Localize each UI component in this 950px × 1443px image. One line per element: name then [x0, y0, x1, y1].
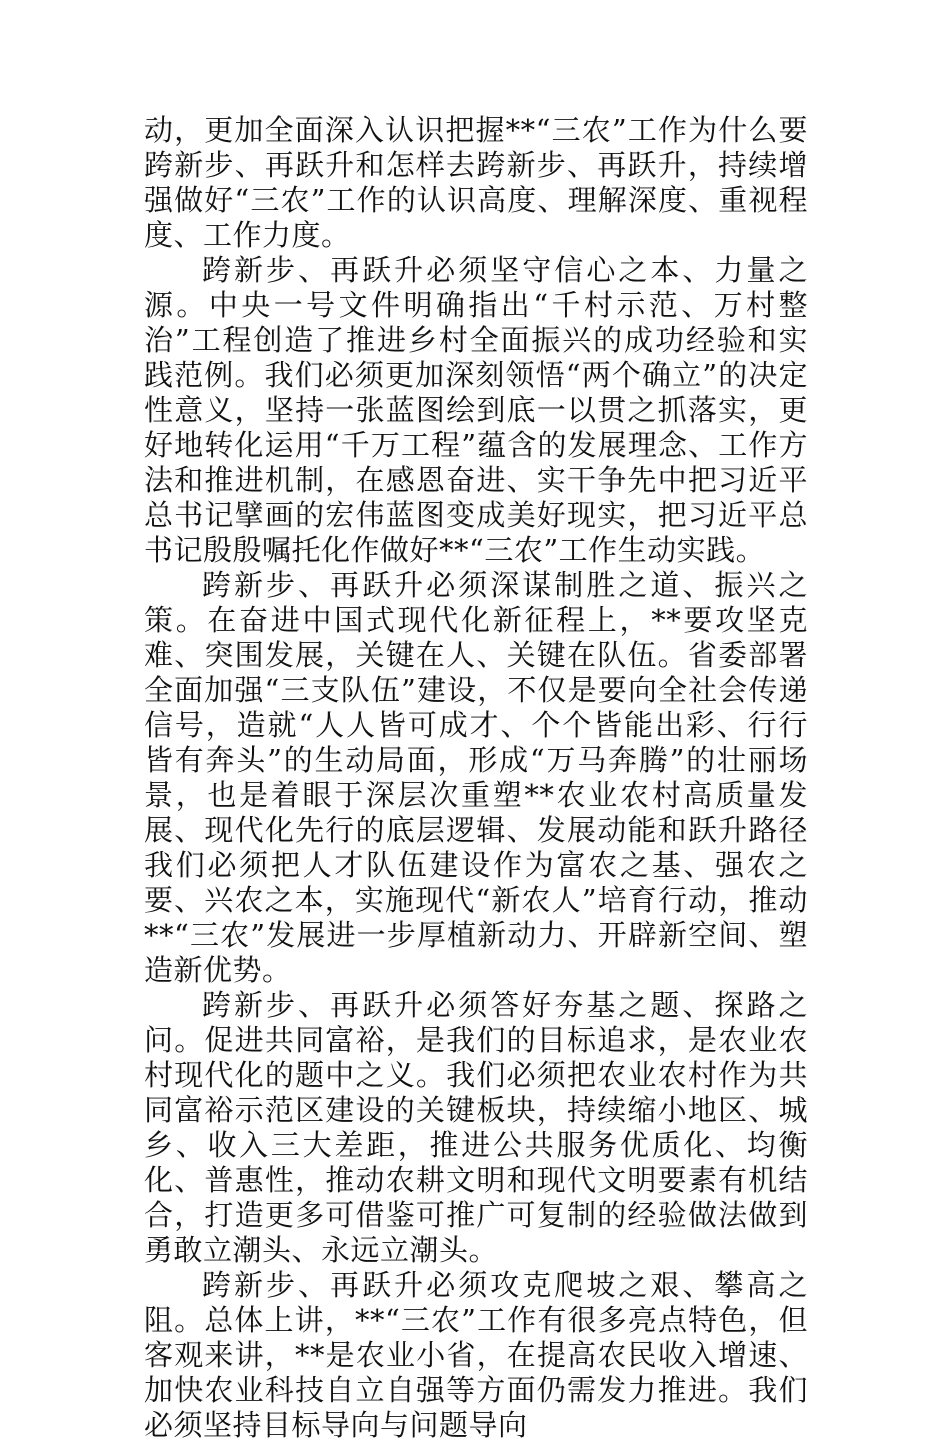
paragraph-1: 动，更加全面深入认识把握**“三农”工作为什么要跨新步、再跃升和怎样去跨新步、再跃升，持续增强做好“三农”工作的认识高度、理解深度、重视程度、工作力度。 — [144, 113, 808, 252]
paragraph-4: 跨新步、再跃升必须答好夯基之题、探路之问。促进共同富裕，是我们的目标追求，是农业农村现代化的题中之义。我们必须把农业农村作为共同富裕示范区建设的关键板块，持续缩小地区、城乡、收入三大差距，推进公共服务优质化、均衡化、普惠性，推动农耕文明和现代文明要素有机结合，打造更多可借鉴可推广可复制的经验做法做到勇敢立潮头、永远立潮头。 — [144, 988, 808, 1267]
paragraph-2: 跨新步、再跃升必须坚守信心之本、力量之源。中央一号文件明确指出“千村示范、万村整治”工程创造了推进乡村全面振兴的成功经验和实践范例。我们必须更加深刻领悟“两个确立”的决定性意义，坚持一张蓝图绘到底一以贯之抓落实，更好地转化运用“千万工程”蕴含的发展理念、工作方法和推进机制，在感恩奋进、实干争先中把习近平总书记擘画的宏伟蓝图变成美好现实，把习近平总书记殷殷嘱托化作做好**“三农”工作生动实践。 — [144, 253, 808, 567]
paragraph-5: 跨新步、再跃升必须攻克爬坡之艰、攀高之阻。总体上讲，**“三农”工作有很多亮点特色，但客观来讲，**是农业小省，在提高农民收入增速、加快农业科技自立自强等方面仍需发力推进。我们必须坚持目标导向与问题导向 — [144, 1268, 808, 1442]
paragraph-3: 跨新步、再跃升必须深谋制胜之道、振兴之策。在奋进中国式现代化新征程上，**要攻坚克难、突围发展，关键在人、关键在队伍。省委部署全面加强“三支队伍”建设，不仅是要向全社会传递信号，造就“人人皆可成才、个个皆能出彩、行行皆有奔头”的生动局面，形成“万马奔腾”的壮丽场景，也是着眼于深层次重塑**农业农村高质量发展、现代化先行的底层逻辑、发展动能和跃升路径我们必须把人才队伍建设作为富农之基、强农之要、兴农之本，实施现代“新农人”培育行动，推动**“三农”发展进一步厚植新动力、开辟新空间、塑造新优势。 — [144, 568, 808, 987]
document-body — [144, 113, 808, 1443]
